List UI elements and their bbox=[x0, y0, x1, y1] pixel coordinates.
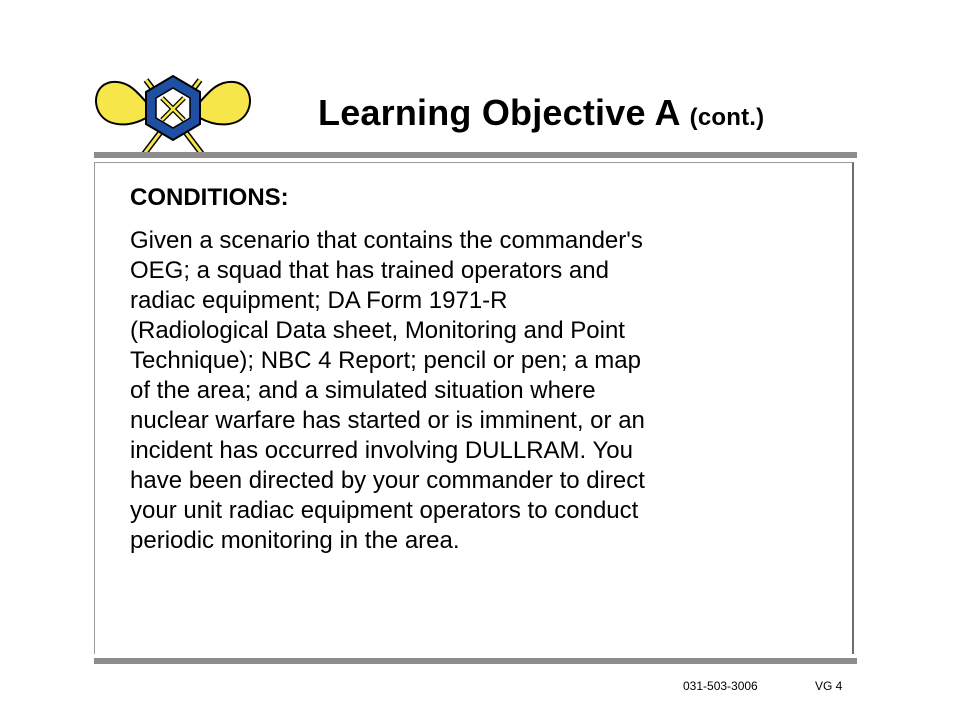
chemical-corps-insignia-icon bbox=[90, 68, 256, 158]
page-number: VG 4 bbox=[815, 679, 843, 693]
bottom-divider bbox=[94, 658, 857, 664]
text-line: periodic monitoring in the area. bbox=[130, 527, 460, 554]
text-line: radiac equipment; DA Form 1971-R bbox=[130, 287, 508, 314]
slide-title bbox=[318, 92, 764, 134]
text-line: of the area; and a simulated situation where bbox=[130, 377, 596, 404]
text-line: have been directed by your commander to direct bbox=[130, 467, 645, 494]
conditions-heading: CONDITIONS: bbox=[130, 184, 289, 211]
text-line: your unit radiac equipment operators to conduct bbox=[130, 497, 639, 524]
course-code: 031-503-3006 bbox=[683, 679, 758, 693]
top-divider bbox=[94, 152, 857, 158]
text-line: OEG; a squad that has trained operators and bbox=[130, 257, 609, 284]
text-line: Technique); NBC 4 Report; pencil or pen; a map bbox=[130, 347, 641, 374]
text-line: Given a scenario that contains the commander's bbox=[130, 227, 643, 254]
title-main: Learning Objective A bbox=[318, 92, 680, 133]
text-line: incident has occurred involving DULLRAM. You bbox=[130, 437, 633, 464]
text-line: nuclear warfare has started or is imminent, or an bbox=[130, 407, 645, 434]
text-line: (Radiological Data sheet, Monitoring and Point bbox=[130, 317, 625, 344]
title-suffix: (cont.) bbox=[689, 104, 765, 131]
conditions-text bbox=[130, 226, 830, 556]
